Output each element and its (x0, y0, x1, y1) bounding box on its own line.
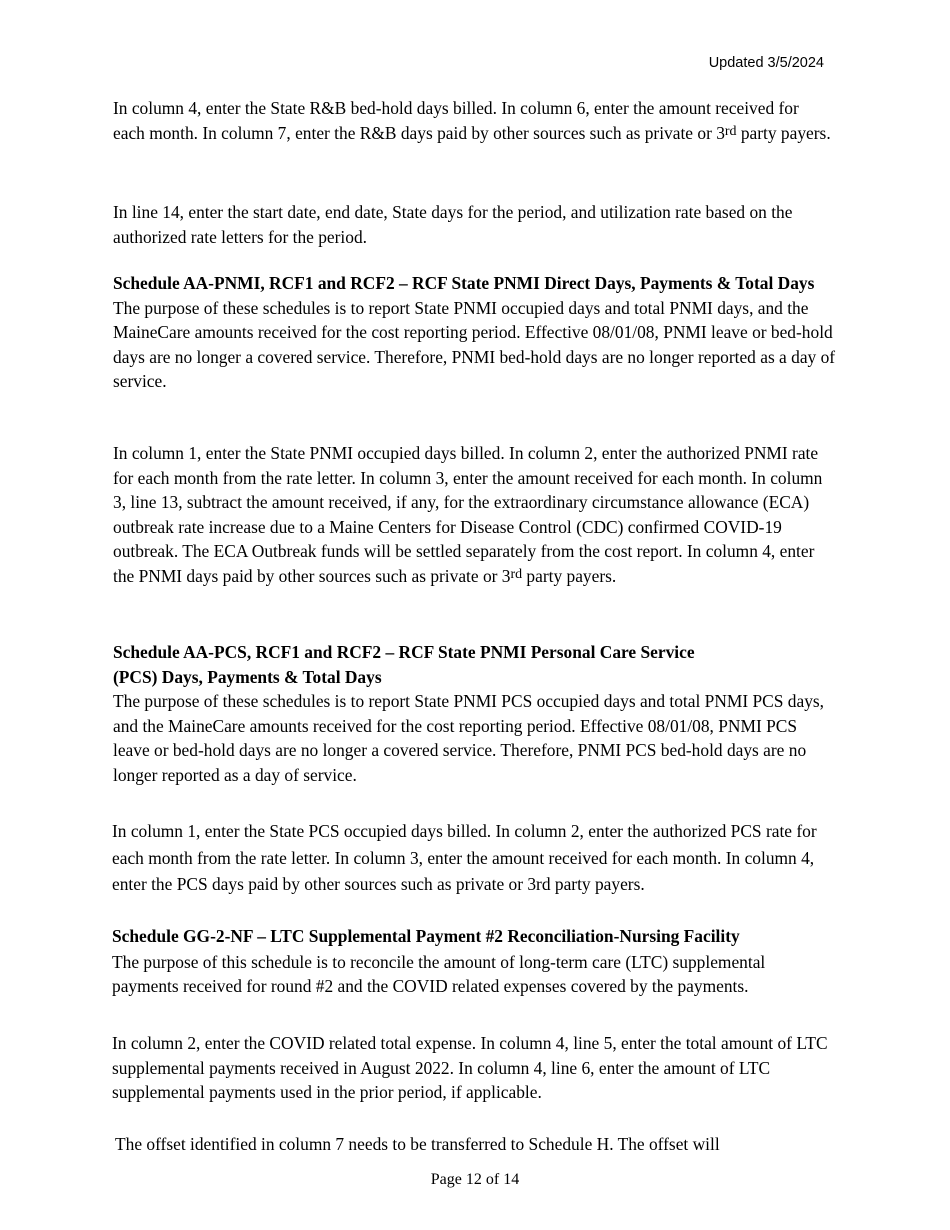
section-heading: Schedule AA-PCS, RCF1 and RCF2 – RCF State PNMI Personal Care Service (113, 642, 695, 662)
section-heading: Schedule AA-PNMI, RCF1 and RCF2 – RCF State PNMI Direct Days, Payments & Total Days (113, 273, 815, 293)
section-heading: Schedule GG-2-NF – LTC Supplemental Payment #2 Reconciliation-Nursing Facility (112, 926, 740, 946)
section-aa-pcs (113, 640, 833, 787)
section-body: The purpose of this schedule is to reconcile the amount of long-term care (LTC) supplemental payments received for round #2 and the COVID related expenses covered by the payments. (112, 951, 766, 996)
section-gg-2-nf (112, 923, 836, 999)
paragraph-line-14: In line 14, enter the start date, end date, State days for the period, and utilization rate based on the authorized rate letters for the period. (113, 202, 793, 247)
section-aa-pnmi (113, 271, 837, 394)
section-body: The purpose of these schedules is to report State PNMI occupied days and total PNMI days, and the MaineCare amounts received for the cost reporting period. Effective 08/01/08, PNMI leave or bed-hold days are no longer a covered service. Therefore, PNMI bed-hold days are no longer reported as a day of service. (113, 297, 836, 391)
paragraph-rb-bedhold (113, 96, 833, 145)
superscript: rd (724, 124, 737, 140)
paragraph-pnmi-columns (113, 441, 837, 588)
paragraph-text: party payers. (736, 122, 831, 143)
paragraph-text: party payers. (522, 565, 617, 586)
updated-date: Updated 3/5/2024 (708, 55, 824, 71)
paragraph-text: In column 1, enter the State PNMI occupied days billed. In column 2, enter the authorized PNMI rate for each month from the rate letter. In column 3, enter the amount received for each month. In column 3, line 13, subtract the amount received, if any, for the extraordinary circumstance allowance (ECA) outbreak rate increase due to a Maine Centers for Disease Control (CDC) confirmed COVID-19 outbreak. The ECA Outbreak funds will be settled separately from the cost report. In column 4, enter the PNMI days paid by other sources such as private or 3 (113, 443, 823, 586)
section-heading: (PCS) Days, Payments & Total Days (113, 666, 382, 687)
page-number: Page 12 of 14 (430, 1171, 520, 1188)
paragraph-pcs-columns: In column 1, enter the State PCS occupied days billed. In column 2, enter the authorized PCS rate for each month from the rate letter. In column 3, enter the amount received for each month. In column 4, enter the PCS days paid by other sources such as private or 3rd party payers. (112, 821, 817, 894)
section-body: The purpose of these schedules is to report State PNMI PCS occupied days and total PNMI PCS days, and the MaineCare amounts received for the cost reporting period. Effective 08/01/08, PNMI PCS leave or bed-hold days are no longer a covered service. Therefore, PNMI PCS bed-hold days are no longer reported as a day of service. (113, 691, 825, 785)
paragraph-offset: The offset identified in column 7 needs to be transferred to Schedule H. The offset will (115, 1134, 720, 1154)
paragraph-text: In column 4, enter the State R&B bed-hold days billed. In column 6, enter the amount received for each month. In column 7, enter the R&B days paid by other sources such as private or 3 (113, 98, 799, 143)
superscript: rd (510, 567, 523, 583)
paragraph-covid-expense: In column 2, enter the COVID related total expense. In column 4, line 5, enter the total amount of LTC supplemental payments received in August 2022. In column 4, line 6, enter the amount of LTC supplemental payments used in the prior period, if applicable. (112, 1033, 828, 1102)
